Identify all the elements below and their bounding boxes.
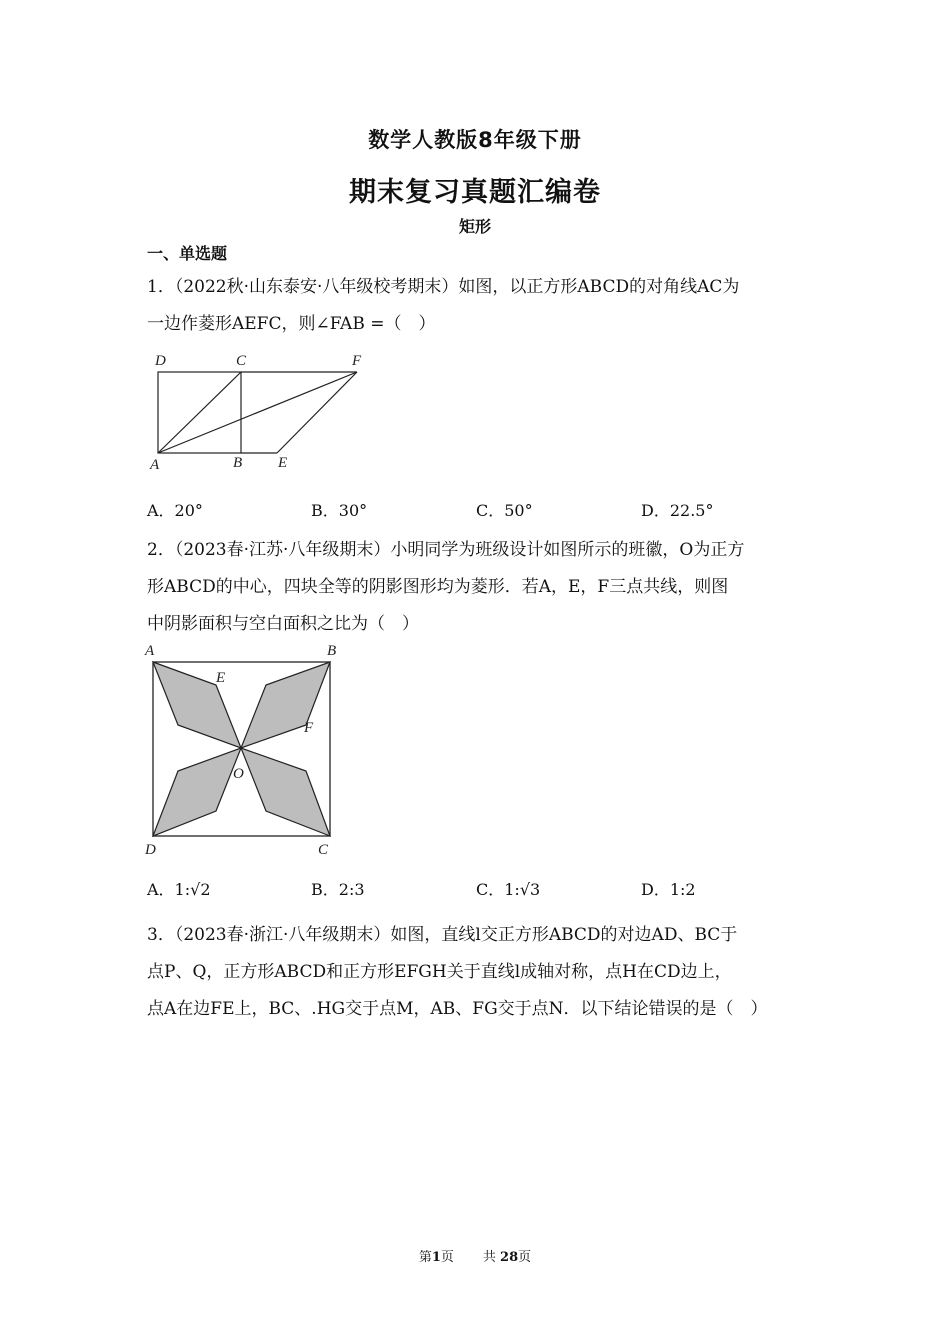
- q1-segment-af: [158, 372, 357, 453]
- q3-line-3: 点A在边FE上，BC、.HG交于点M，AB、FG交于点N．以下结论错误的是（ ）: [147, 999, 768, 1019]
- q1-option-b: B．30°: [311, 501, 368, 520]
- q2-option-a: A．1:√2: [147, 880, 211, 899]
- q1-label-f: F: [352, 353, 362, 369]
- footer-page-prefix: 第: [418, 1250, 432, 1265]
- q3-line-1: 3．（2023春·浙江·八年级期末）如图，直线l交正方形ABCD的对边AD、BC于: [147, 925, 738, 945]
- q2-label-e: E: [216, 670, 226, 686]
- q2-label-o: O: [233, 766, 244, 782]
- q2-label-f: F: [304, 720, 314, 736]
- page-footer: [0, 1246, 950, 1265]
- q1-label-d: D: [155, 353, 166, 369]
- q1-option-d: D．22.5°: [641, 501, 714, 520]
- footer-total-suffix: 页: [518, 1250, 532, 1265]
- q2-rhombus-bottom-left: [153, 748, 241, 836]
- q2-label-b: B: [327, 643, 337, 659]
- q2-option-c: C．1:√3: [476, 880, 541, 899]
- q2-figure: [140, 638, 350, 863]
- q1-line-2: 一边作菱形AEFC，则∠FAB =（ ）: [147, 314, 436, 334]
- section-heading: 一、单选题: [147, 244, 228, 263]
- q2-rhombus-top-left: [153, 662, 241, 748]
- q1-label-b: B: [233, 455, 243, 471]
- q2-line-2: 形ABCD的中心，四块全等的阴影图形均为菱形．若A，E，F三点共线，则图: [147, 577, 729, 597]
- q1-figure: [145, 348, 370, 473]
- q1-label-a: A: [150, 457, 160, 473]
- q2-line-3: 中阴影面积与空白面积之比为（ ）: [147, 614, 419, 634]
- q1-segment-ef: [277, 372, 357, 453]
- q2-rhombus-bottom-right: [241, 748, 330, 836]
- document-subtitle: 数学人教版8年级下册: [368, 128, 582, 152]
- q1-line-1: 1．（2022秋·山东泰安·八年级校考期末）如图，以正方形ABCD的对角线AC为: [147, 277, 740, 297]
- footer-total-pages: 28: [500, 1250, 519, 1265]
- q1-option-c: C．50°: [476, 501, 533, 520]
- document-topic: 矩形: [458, 217, 491, 236]
- q1-label-e: E: [278, 455, 288, 471]
- q1-diagonal-ac: [158, 372, 241, 453]
- q2-label-a: A: [145, 643, 155, 659]
- footer-page-number: 1: [431, 1250, 441, 1265]
- q2-label-d: D: [145, 842, 156, 858]
- q1-label-c: C: [236, 353, 247, 369]
- document-title: 期末复习真题汇编卷: [349, 177, 601, 208]
- q1-option-a: A．20°: [147, 501, 203, 520]
- q2-rhombus-top-right: [241, 662, 330, 748]
- q3-line-2: 点P、Q，正方形ABCD和正方形EFGH关于直线l成轴对称，点H在CD边上，: [147, 962, 732, 982]
- footer-total-prefix: 共: [482, 1250, 496, 1265]
- q2-option-b: B．2:3: [311, 880, 365, 899]
- footer-page-suffix: 页: [440, 1250, 454, 1265]
- q2-label-c: C: [318, 842, 329, 858]
- q2-line-1: 2．（2023春·江苏·八年级期末）小明同学为班级设计如图所示的班徽，O为正方: [147, 540, 745, 560]
- q2-option-d: D．1:2: [641, 880, 696, 899]
